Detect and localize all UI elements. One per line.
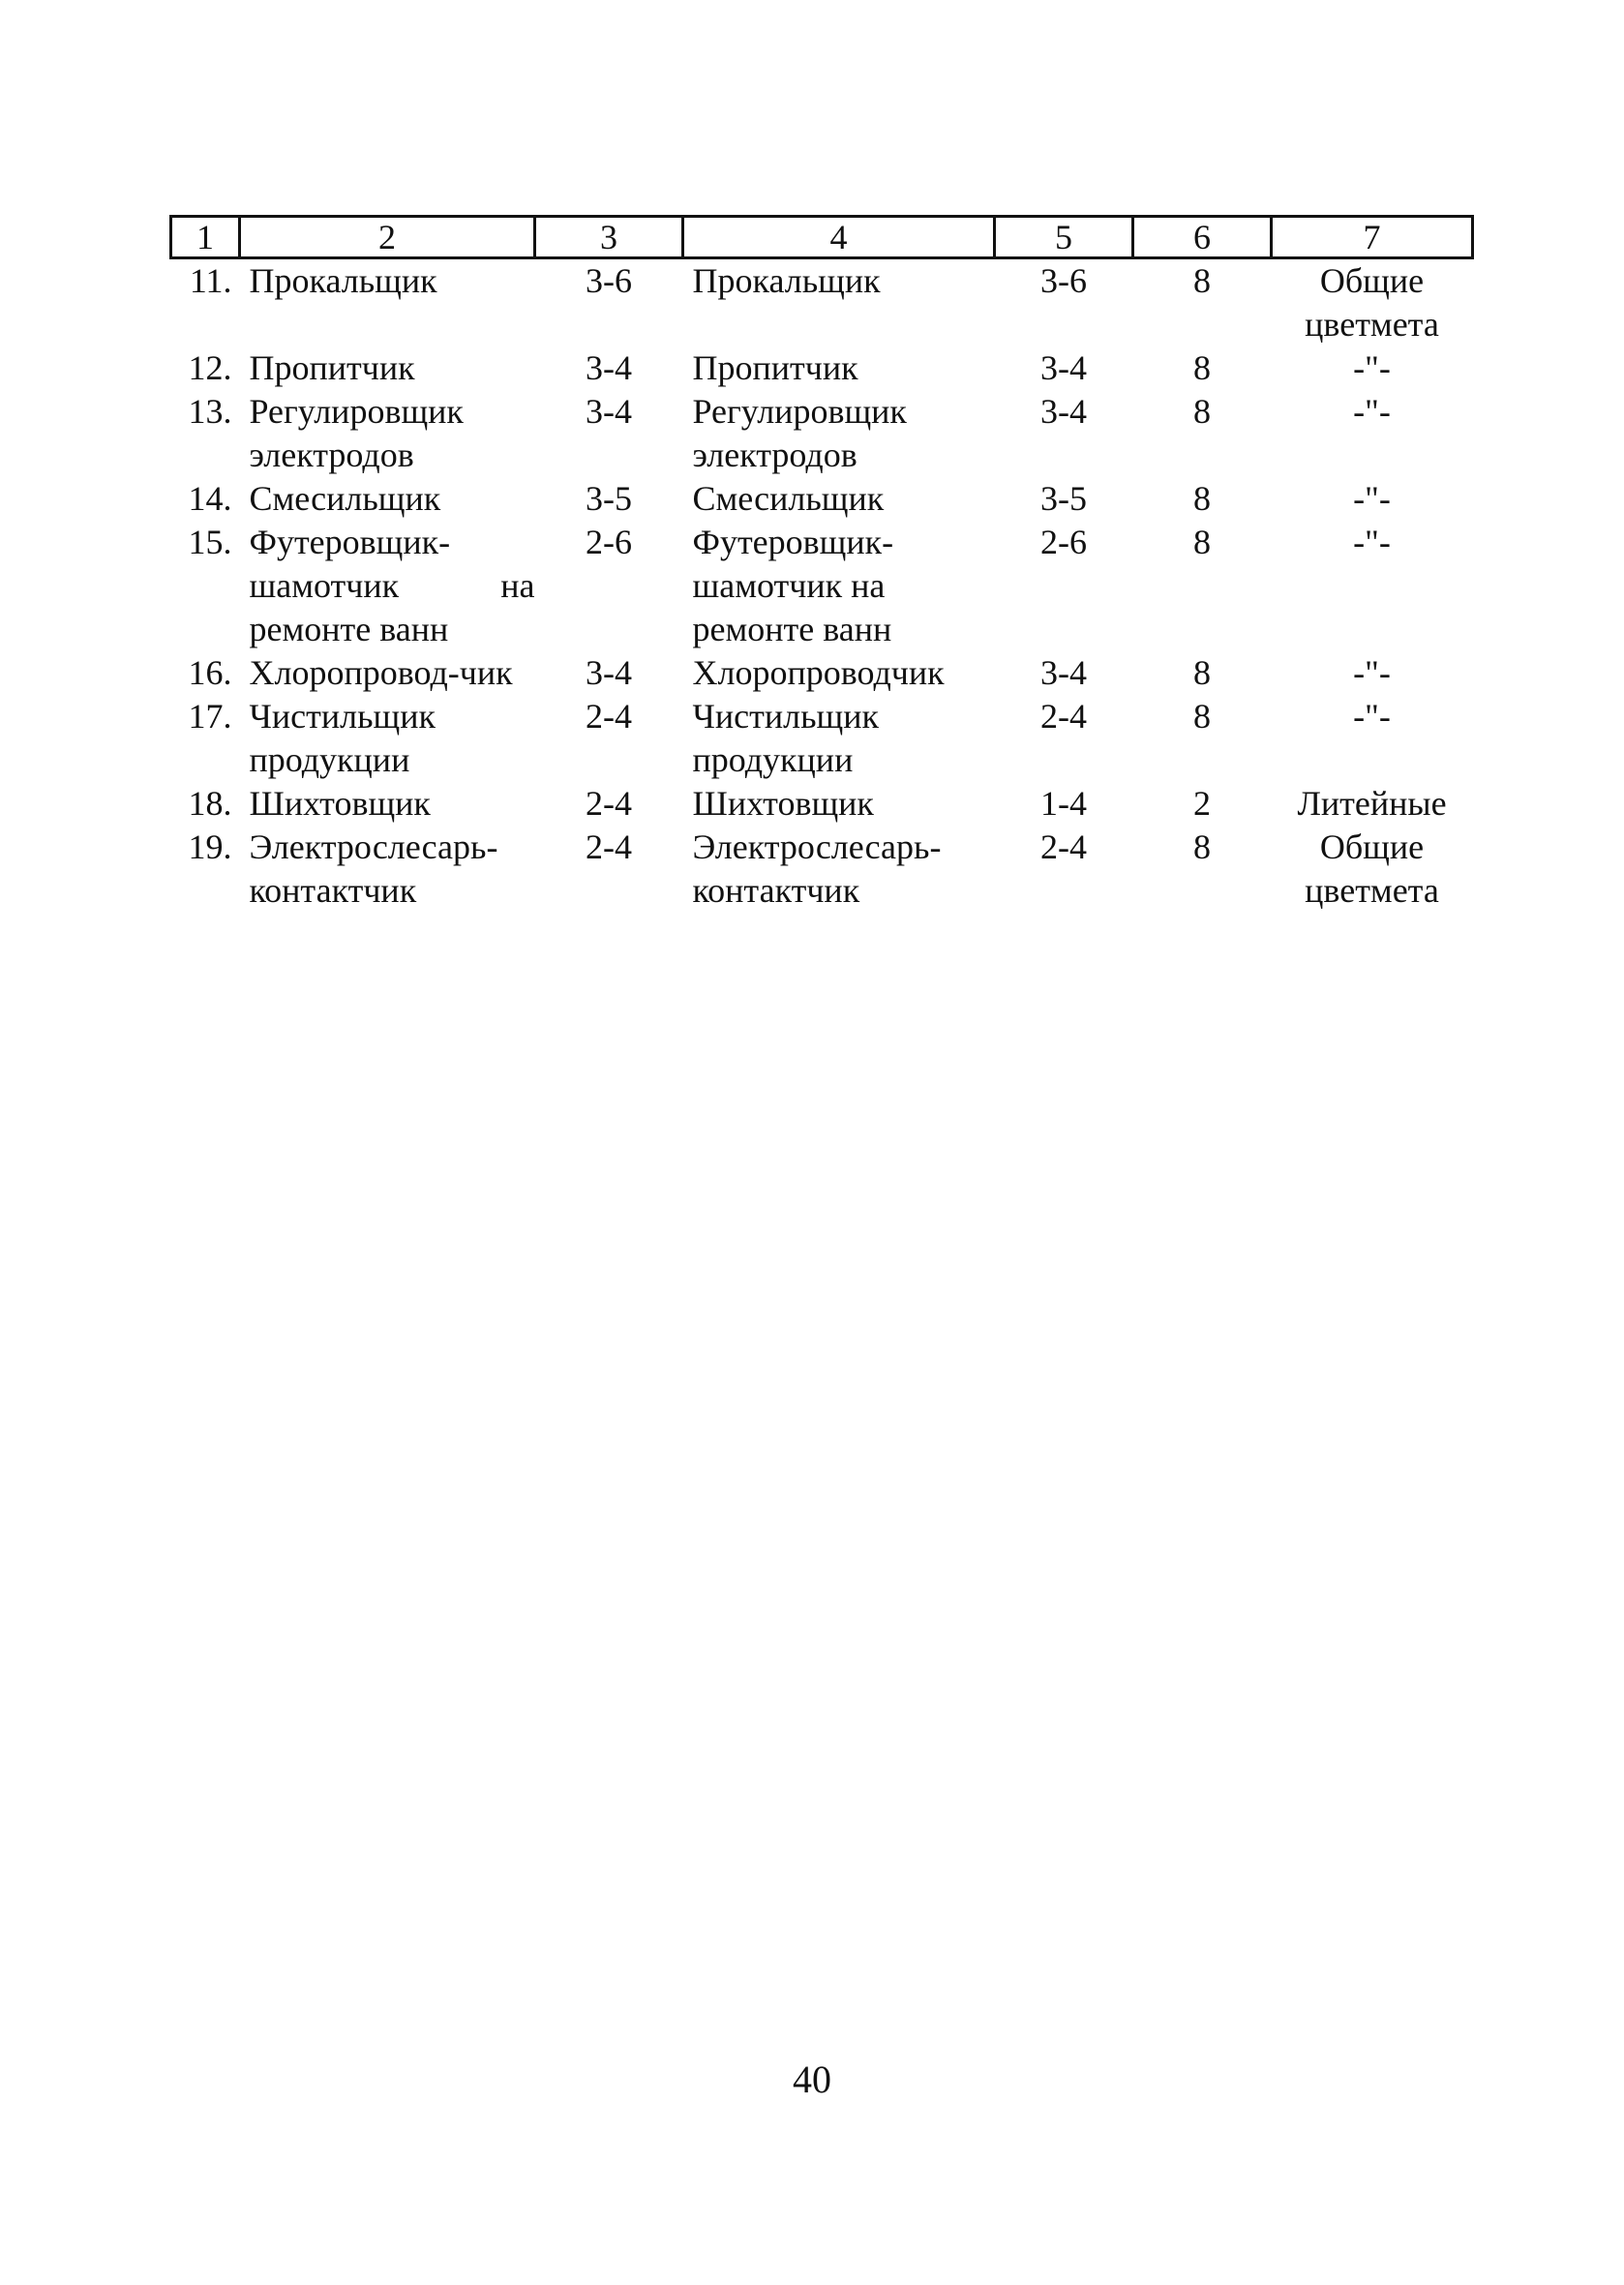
row-number: 16.: [188, 653, 232, 692]
header-col-3: 3: [535, 217, 683, 258]
header-row: [171, 217, 1473, 258]
issue-code: 8: [1193, 827, 1211, 866]
row-number: 12.: [188, 348, 232, 387]
section-name: -"-: [1353, 697, 1391, 736]
source-profession-name: Футеровщик-шамотчик на ремонте ванн: [692, 523, 894, 648]
section-name: -"-: [1353, 653, 1391, 692]
source-grade-range: 3-5: [1040, 479, 1087, 518]
section-name: -"-: [1353, 348, 1391, 387]
source-profession-name: Хлоропроводчик: [692, 653, 945, 692]
row-number: 19.: [188, 827, 232, 866]
issue-code: 8: [1193, 697, 1211, 736]
source-grade-range: 3-6: [1040, 261, 1087, 300]
page-number: 40: [793, 2058, 831, 2101]
profession-name: Чистильщик продукции: [249, 697, 436, 779]
header-col-5: 5: [995, 217, 1133, 258]
table-row: [171, 346, 1473, 390]
source-profession-name: Смесильщик: [692, 479, 885, 518]
issue-code: 8: [1193, 523, 1211, 561]
source-profession-name: Шихтовщик: [692, 784, 874, 823]
grade-range: 2-4: [586, 697, 632, 736]
professions-table: [169, 215, 1474, 913]
grade-range: 3-6: [586, 261, 632, 300]
header-col-6: 6: [1133, 217, 1272, 258]
source-profession-name: Прокальщик: [692, 261, 881, 300]
table-row: [171, 521, 1473, 651]
table-row: [171, 390, 1473, 477]
table-header: [171, 217, 1473, 258]
profession-name: Хлоропровод-чик: [249, 653, 513, 692]
row-number: 13.: [188, 392, 232, 431]
grade-range: 3-4: [586, 348, 632, 387]
grade-range: 2-4: [586, 827, 632, 866]
section-name: -"-: [1353, 523, 1391, 561]
issue-code: 8: [1193, 348, 1211, 387]
profession-name: Пропитчик: [249, 348, 415, 387]
grade-range: 3-4: [586, 653, 632, 692]
row-number: 11.: [189, 261, 232, 300]
profession-name: Электрослесарь-контактчик: [249, 827, 498, 910]
header-col-2: 2: [240, 217, 535, 258]
profession-name: Шихтовщик: [249, 784, 431, 823]
table-row: [171, 477, 1473, 521]
source-grade-range: 2-6: [1040, 523, 1087, 561]
source-grade-range: 3-4: [1040, 653, 1087, 692]
issue-code: 8: [1193, 392, 1211, 431]
section-name: -"-: [1353, 392, 1391, 431]
grade-range: 2-4: [586, 784, 632, 823]
table-body: [171, 258, 1473, 914]
section-name: Общие цветмета: [1305, 261, 1439, 344]
profession-name: Прокальщик: [249, 261, 437, 300]
source-profession-name: Пропитчик: [692, 348, 858, 387]
issue-code: 8: [1193, 479, 1211, 518]
row-number: 18.: [188, 784, 232, 823]
table-row: [171, 826, 1473, 913]
table-row: [171, 258, 1473, 347]
table-row: [171, 651, 1473, 695]
issue-code: 8: [1193, 653, 1211, 692]
source-profession-name: Электрослесарь-контактчик: [692, 827, 942, 910]
header-col-4: 4: [683, 217, 995, 258]
header-col-7: 7: [1272, 217, 1473, 258]
header-col-1: 1: [171, 217, 240, 258]
profession-name: Регулировщик электродов: [249, 392, 464, 474]
source-profession-name: Регулировщик электродов: [692, 392, 907, 474]
section-name: -"-: [1353, 479, 1391, 518]
grade-range: 3-5: [586, 479, 632, 518]
row-number: 17.: [188, 697, 232, 736]
source-grade-range: 1-4: [1040, 784, 1087, 823]
source-profession-name: Чистильщик продукции: [692, 697, 879, 779]
section-name: Литейные: [1297, 784, 1447, 823]
source-grade-range: 2-4: [1040, 697, 1087, 736]
grade-range: 2-6: [586, 523, 632, 561]
row-number: 14.: [188, 479, 232, 518]
table-row: [171, 782, 1473, 826]
table-row: [171, 695, 1473, 782]
issue-code: 8: [1193, 261, 1211, 300]
profession-name: Смесильщик: [249, 479, 441, 518]
source-grade-range: 2-4: [1040, 827, 1087, 866]
section-name: Общие цветмета: [1305, 827, 1439, 910]
issue-code: 2: [1193, 784, 1211, 823]
grade-range: 3-4: [586, 392, 632, 431]
row-number: 15.: [188, 523, 232, 561]
source-grade-range: 3-4: [1040, 392, 1087, 431]
source-grade-range: 3-4: [1040, 348, 1087, 387]
profession-name: Футеровщик-шамотчик на ремонте ванн: [249, 523, 535, 648]
